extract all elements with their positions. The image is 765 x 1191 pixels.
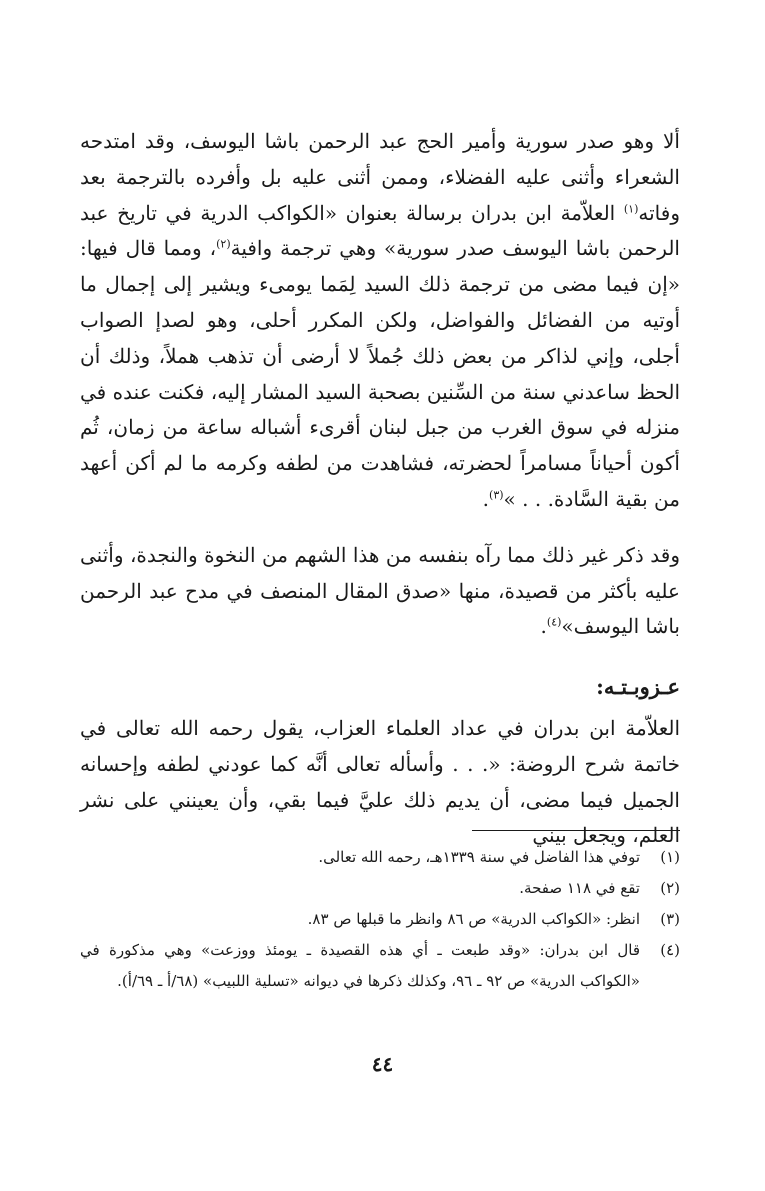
footnote-text: تقع في ١١٨ صفحة. (519, 879, 640, 897)
footnote-1 (80, 842, 680, 873)
paragraph-2-part-b: . (540, 614, 547, 639)
footnote-ref-4[interactable]: (٤) (546, 615, 562, 629)
paragraph-1-part-a: ألا وهو صدر سورية وأمير الحج عبد الرحمن باشا اليوسف، وقد امتدحه الشعراء وأثنى عليه الفضلاء، وممن أثنى عليه بل وأفرده بالترجمة بعد وفاته (80, 129, 680, 225)
paragraph-1 (80, 124, 680, 518)
footnote-number: (١) (660, 848, 680, 866)
paragraph-3: العلاّمة ابن بدران في عداد العلماء العزاب، يقول رحمه الله تعالى في خاتمة شرح الروضة: «. . . وأسأله تعالى أنَّه كما عودني لطفه وإحسانه الجميل فيما مضى، أن يديم ذلك عليَّ فيما بقي، وأن يعينني على نشر العلم، ويجعل بيني (80, 715, 680, 848)
paragraph-1-part-c: ، ومما قال فيها: «إن فيما مضى من ترجمة ذلك السيد لِمَما يومىء ويشير إلى إجمال ما أوتيه من الفضائل والفواضل، ولكن المكرر أحلى، وهو لصدإ الصواب أجلى، وإني لذاكر من بعض ذلك جُملاً لا أرضى أن تذهب هملاً، وذلك أن الحظ ساعدني سنة من السِّنين بصحبة السيد المشار إليه، فكنت عنده في منزله في سوق الغرب من جبل لبنان أقرىء أشباله ساعة من زمان، ثُم أكون أحياناً مسامراً لحضرته، فشاهدت من لطفه وكرمه ما لم أكن أعهد من بقية السَّادة. . . » (80, 236, 680, 511)
paragraph-2-part-a: وقد ذكر غير ذلك مما رآه بنفسه من هذا الشهم من النخوة والنجدة، وأثنى عليه بأكثر من قصيدة، منها «صدق المقال المنصف في مدح عبد الرحمن باشا اليوسف» (80, 542, 680, 639)
page-number: ٤٤ (371, 1052, 394, 1076)
footnote-text: قال ابن بدران: «وقد طبعت ـ أي هذه القصيدة ـ يومئذ ووزعت» وهي مذكورة في «الكواكب الدرية» ص ٩٢ ـ ٩٦، وكذلك ذكرها في ديوانه «تسلية اللبيب» (٦٨/أ ـ ٦٩/أ). (80, 941, 640, 990)
paragraph-2 (80, 538, 680, 645)
paragraph-1-part-b: العلاّمة ابن بدران برسالة بعنوان «الكواكب الدرية في تاريخ عبد الرحمن باشا اليوسف صدر سورية» وهي ترجمة وافية (80, 200, 680, 261)
section-heading: عـزوبـتـه: (596, 674, 680, 700)
footnote-number: (٣) (660, 910, 680, 928)
footnote-3 (80, 904, 680, 935)
footnotes (80, 842, 680, 997)
footnote-2 (80, 873, 680, 904)
main-text (80, 124, 680, 854)
paragraph-1-part-d: . (482, 486, 490, 511)
footnote-number: (٤) (660, 941, 680, 959)
footnote-text: توفي هذا الفاضل في سنة ١٣٣٩هـ، رحمه الله تعالى. (318, 848, 640, 866)
footnote-ref-1[interactable]: (١) (623, 201, 639, 215)
footnote-number: (٢) (660, 879, 680, 897)
footnote-divider (472, 830, 680, 831)
footnote-text: انظر: «الكواكب الدرية» ص ٨٦ وانظر ما قبلها ص ٨٣. (307, 910, 640, 928)
footnote-ref-2[interactable]: (٢) (216, 237, 231, 251)
footnote-4 (80, 935, 680, 997)
footnote-ref-3[interactable]: (٣) (489, 488, 504, 502)
